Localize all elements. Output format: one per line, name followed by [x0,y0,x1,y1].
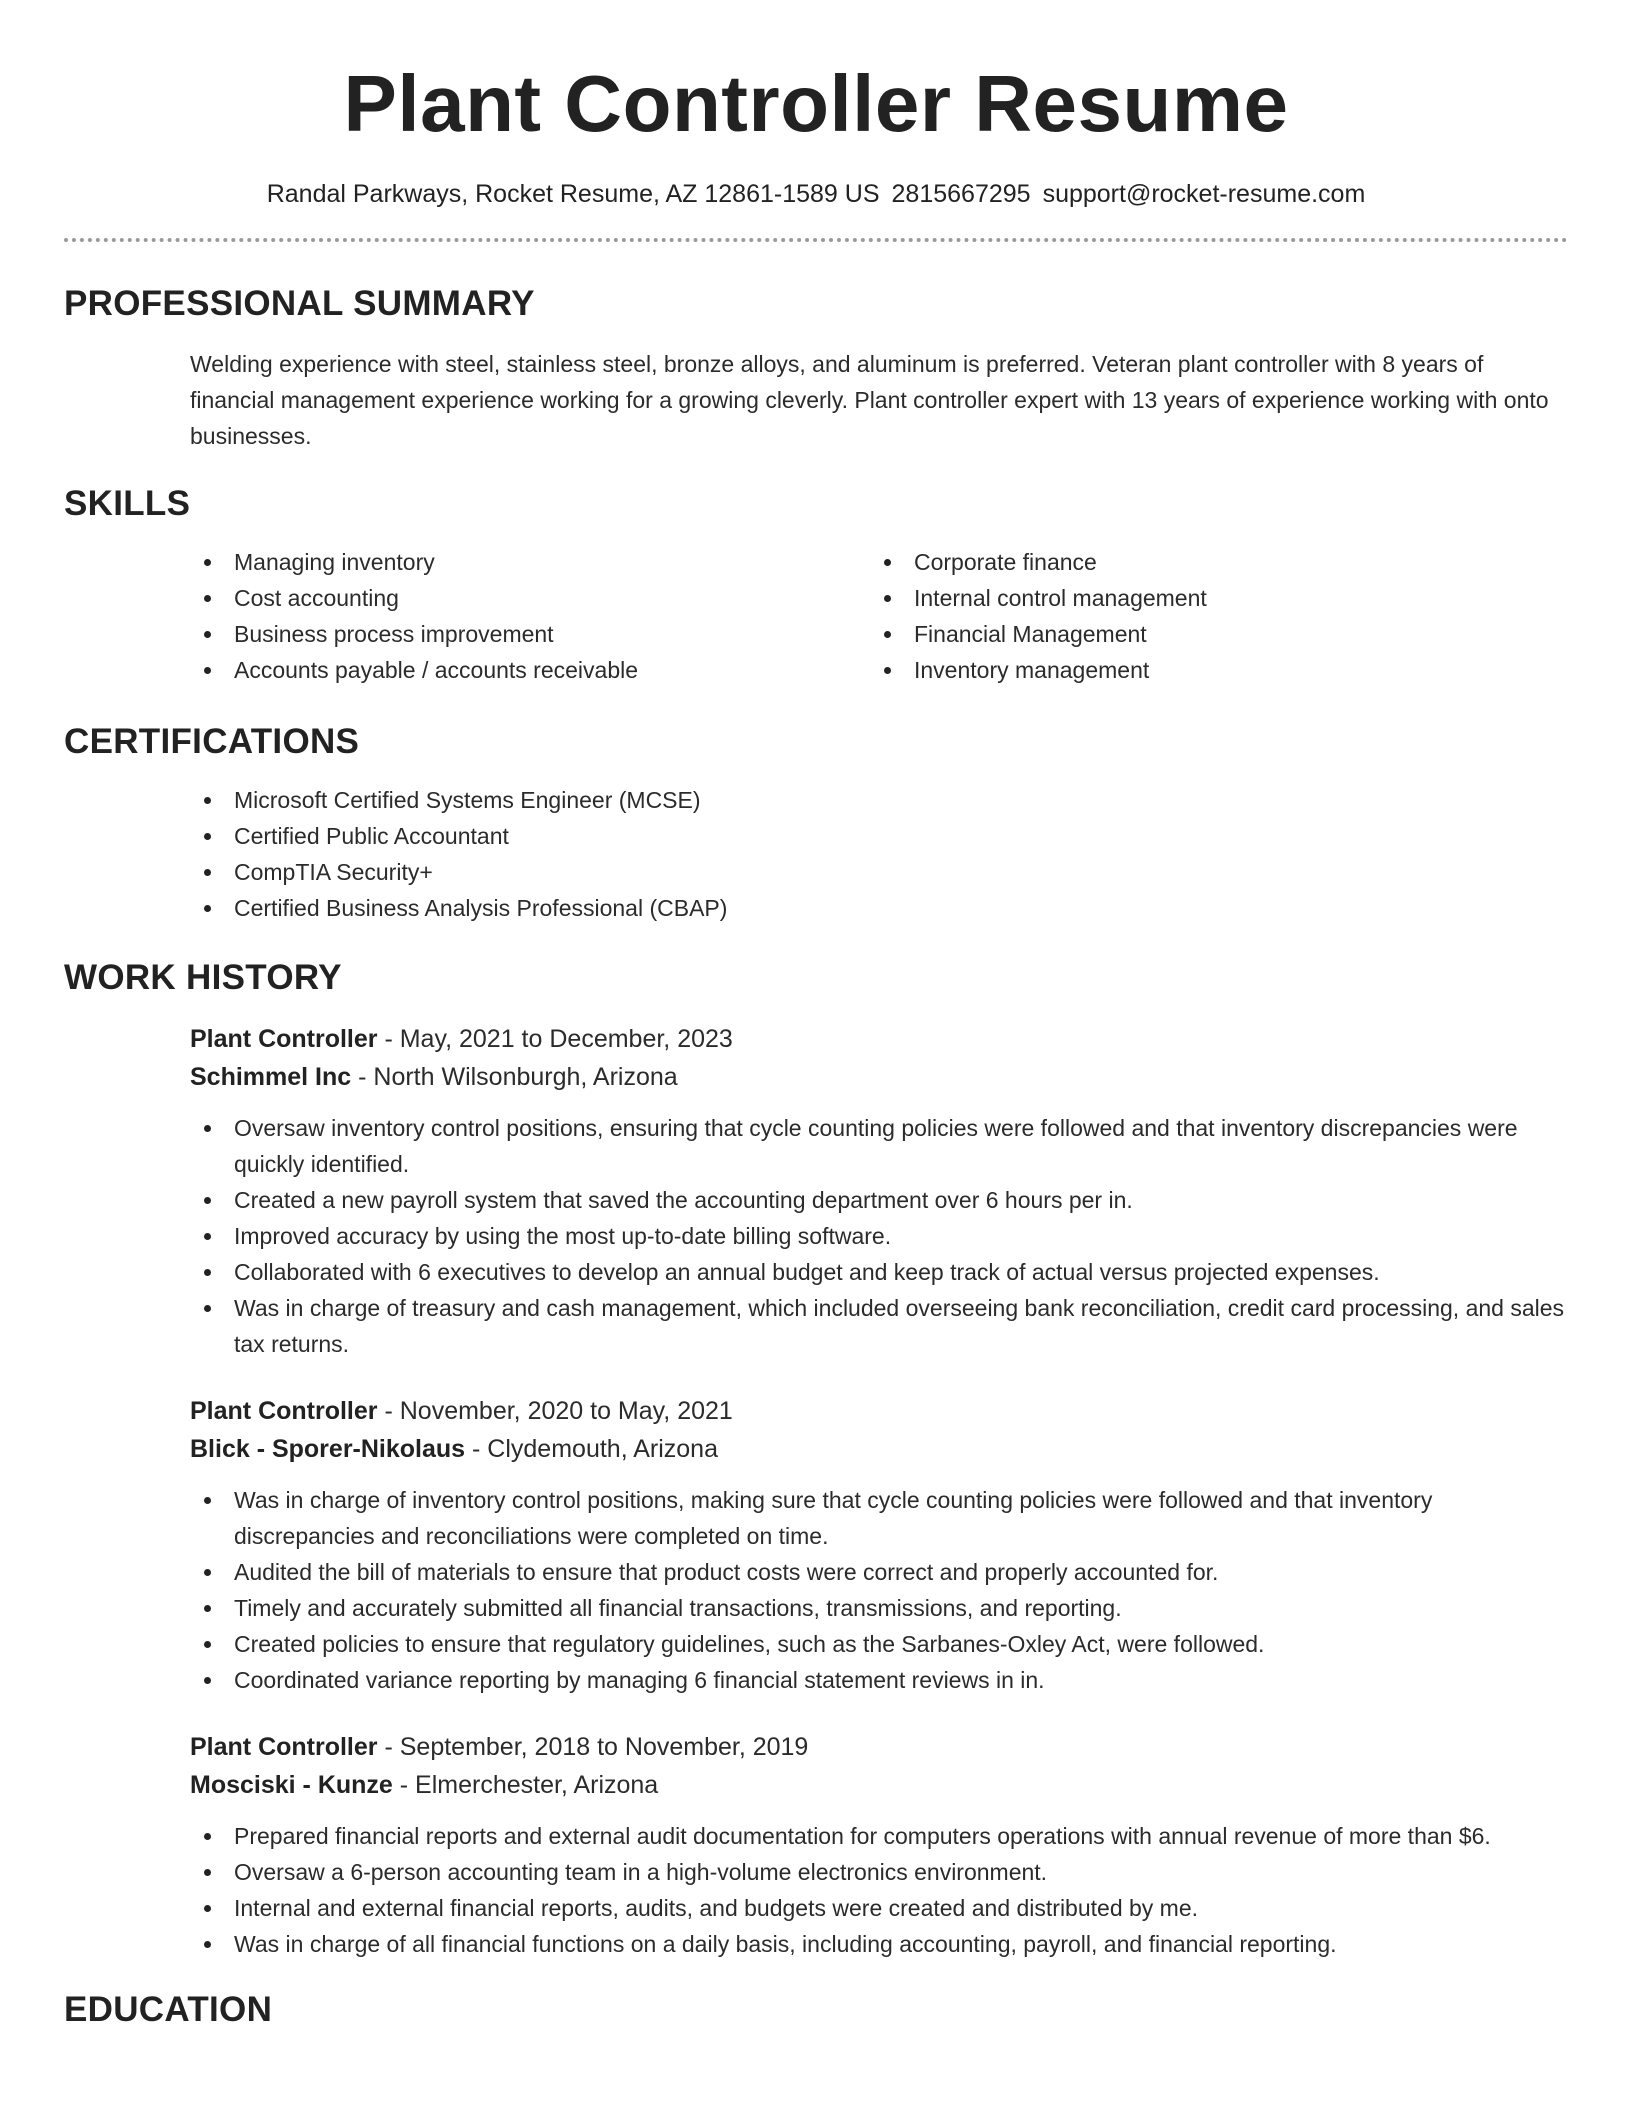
job-location: Elmerchester, Arizona [415,1771,659,1799]
summary-text: Welding experience with steel, stainless steel, bronze alloys, and aluminum is preferred. Veteran plant controller with 8 years of financial management experience working for a growing cleverly. Plant controller expert with 13 years of experience working with onto businesses. [190,351,1549,449]
skills-list-right [870,544,1550,688]
job-company-line: Blick - Sporer-Nikolaus - Clydemouth, Arizona [190,1435,718,1463]
work-heading: WORK HISTORY [64,958,342,997]
job-entry [190,1392,1568,1468]
skills-heading: SKILLS [64,484,191,523]
job-title-line: Plant Controller - May, 2021 to December, 2023 [190,1025,733,1053]
job-bullet: Oversaw a 6-person accounting team in a high-volume electronics environment. [190,1854,1568,1890]
skills-grid [190,544,1568,688]
job-title-line: Plant Controller - November, 2020 to May, 2021 [190,1397,733,1425]
job-title: Plant Controller [190,1025,378,1053]
summary-heading: PROFESSIONAL SUMMARY [64,284,535,323]
job-company: Mosciski - Kunze [190,1771,393,1799]
job-title: Plant Controller [190,1397,378,1425]
skills-list-left [190,544,870,688]
skill-item: Business process improvement [190,616,870,652]
job-bullet: Oversaw inventory control positions, ensuring that cycle counting policies were followed and that inventory discrepancies were quickly identified. [190,1110,1568,1182]
page-title: Plant Controller Resume [343,59,1289,148]
job-entry [190,1020,1568,1096]
certification-item: CompTIA Security+ [190,854,1568,890]
contact-email: support@rocket-resume.com [1042,180,1366,208]
skill-item: Managing inventory [190,544,870,580]
skill-item: Accounts payable / accounts receivable [190,652,870,688]
skill-item: Financial Management [870,616,1550,652]
contact-phone: 2815667295 [891,180,1031,208]
job-bullet: Was in charge of all financial functions on a daily basis, including accounting, payroll, and financial reporting. [190,1926,1568,1962]
job-bullet: Created a new payroll system that saved the accounting department over 6 hours per in. [190,1182,1568,1218]
certifications-heading: CERTIFICATIONS [64,722,360,761]
certification-item: Microsoft Certified Systems Engineer (MCSE) [190,782,1568,818]
job-bullet: Prepared financial reports and external audit documentation for computers operations with annual revenue of more than $6. [190,1818,1568,1854]
job-company: Blick - Sporer-Nikolaus [190,1435,466,1463]
job-dates: September, 2018 to November, 2019 [399,1733,809,1761]
job-bullet: Created policies to ensure that regulatory guidelines, such as the Sarbanes-Oxley Act, were followed. [190,1626,1568,1662]
job-company-line: Mosciski - Kunze - Elmerchester, Arizona [190,1771,659,1799]
job-bullet: Audited the bill of materials to ensure that product costs were correct and properly accounted for. [190,1554,1568,1590]
job-company-line: Schimmel Inc - North Wilsonburgh, Arizona [190,1063,678,1091]
job-bullet: Was in charge of treasury and cash management, which included overseeing bank reconciliation, credit card processing, and sales tax returns. [190,1290,1568,1362]
job-company: Schimmel Inc [190,1063,352,1091]
contact-line [64,176,1568,212]
job-bullet: Improved accuracy by using the most up-to-date billing software. [190,1218,1568,1254]
job-bullet: Internal and external financial reports, audits, and budgets were created and distributed by me. [190,1890,1568,1926]
skill-item: Inventory management [870,652,1550,688]
skill-item: Cost accounting [190,580,870,616]
education-heading: EDUCATION [64,1990,273,2029]
contact-address: Randal Parkways, Rocket Resume, AZ 12861-1589 US [266,180,880,208]
job-location: Clydemouth, Arizona [487,1435,718,1463]
job-bullet: Was in charge of inventory control positions, making sure that cycle counting policies were followed and that inventory discrepancies and reconciliations were completed on time. [190,1482,1568,1554]
job-bullets [190,1818,1568,1962]
skill-item: Corporate finance [870,544,1550,580]
job-bullets [190,1110,1568,1362]
job-title: Plant Controller [190,1733,378,1761]
job-bullet: Timely and accurately submitted all financial transactions, transmissions, and reporting. [190,1590,1568,1626]
job-dates: November, 2020 to May, 2021 [399,1397,733,1425]
certification-item: Certified Business Analysis Professional (CBAP) [190,890,1568,926]
job-location: North Wilsonburgh, Arizona [373,1063,678,1091]
resume-page [64,0,1568,2032]
job-title-line: Plant Controller - September, 2018 to November, 2019 [190,1733,809,1761]
certifications-list [190,782,1568,926]
job-bullets [190,1482,1568,1698]
job-entry [190,1728,1568,1804]
job-bullet: Collaborated with 6 executives to develop an annual budget and keep track of actual versus projected expenses. [190,1254,1568,1290]
job-dates: May, 2021 to December, 2023 [399,1025,733,1053]
certification-item: Certified Public Accountant [190,818,1568,854]
job-bullet: Coordinated variance reporting by managing 6 financial statement reviews in in. [190,1662,1568,1698]
skill-item: Internal control management [870,580,1550,616]
header-divider [64,238,1568,242]
